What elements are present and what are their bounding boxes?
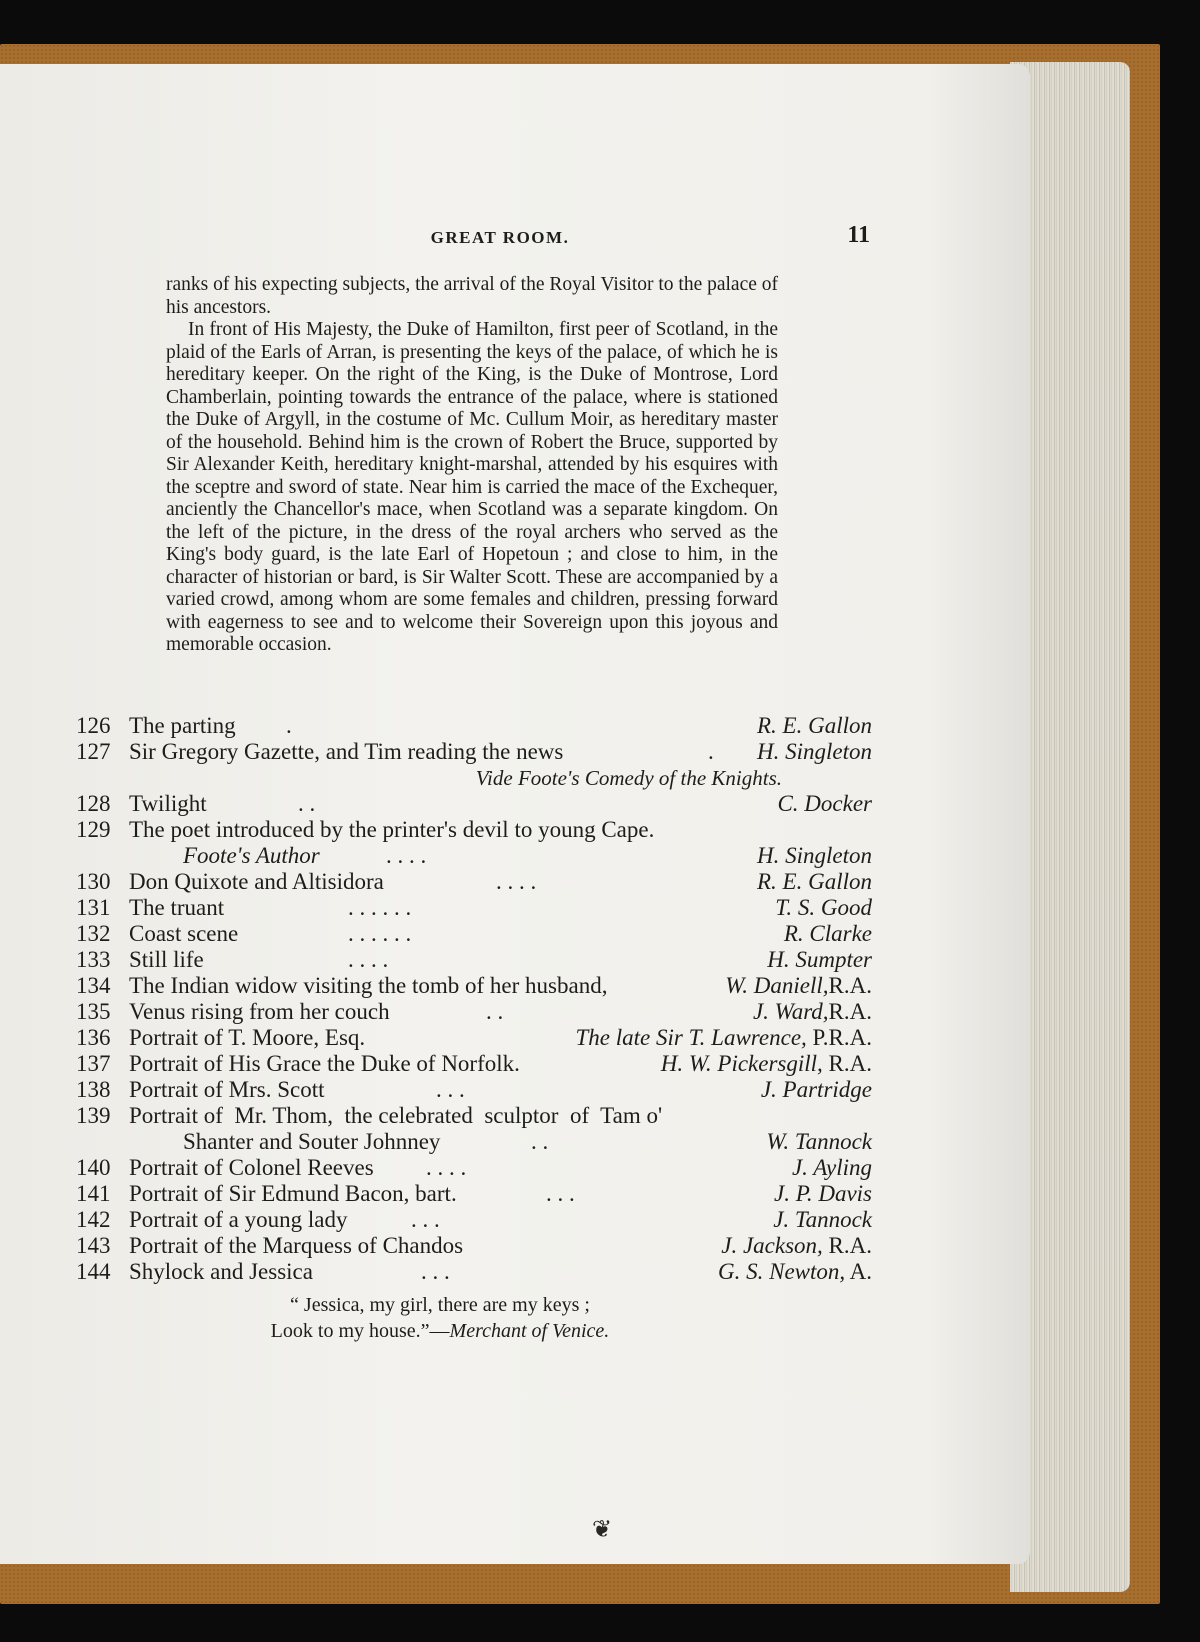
entry-artist: H. Singleton — [757, 843, 872, 868]
leader-dots: . . . . . . — [348, 921, 412, 946]
entry-number: 143 — [76, 1233, 111, 1258]
entry-title: Shylock and Jessica — [129, 1259, 313, 1284]
entry-artist: W. Daniell,R.A. — [725, 973, 872, 998]
leader-dots: . . . — [421, 1259, 450, 1284]
entry-artist: J. Tannock — [773, 1207, 872, 1232]
entry-number: 135 — [76, 999, 111, 1024]
leader-dots: . — [286, 713, 292, 738]
entry-number: 139 — [76, 1103, 111, 1128]
entry-artist: R. E. Gallon — [757, 869, 872, 894]
entry-number: 129 — [76, 817, 111, 842]
entry-title: Venus rising from her couch — [129, 999, 390, 1024]
entry-title: Twilight — [129, 791, 207, 816]
entry-title: The truant — [129, 895, 225, 920]
leader-dots: . — [708, 739, 714, 764]
entry-number: 130 — [76, 869, 111, 894]
entry-title: Portrait of Colonel Reeves — [129, 1155, 374, 1180]
entry-title: Portrait of T. Moore, Esq. — [129, 1025, 366, 1050]
entry-number: 137 — [76, 1051, 111, 1076]
entry-title: Portrait of Sir Edmund Bacon, bart. — [129, 1181, 457, 1206]
entry-title: The parting — [129, 713, 236, 738]
leader-dots: . . . . — [496, 869, 537, 894]
leader-dots: . . . . — [426, 1155, 467, 1180]
entry-number: 136 — [76, 1025, 111, 1050]
entry-title: Sir Gregory Gazette, and Tim reading the news — [129, 739, 564, 764]
intro-text — [166, 274, 778, 657]
leader-dots: . . . . — [348, 947, 389, 972]
entry-number: 138 — [76, 1077, 111, 1102]
entry-title: The poet introduced by the printer's devil to young Cape. — [129, 817, 655, 842]
entry-artist: R. Clarke — [783, 921, 872, 946]
entry-artist: J. Ayling — [791, 1155, 872, 1180]
entry-title: Coast scene — [129, 921, 239, 946]
entry-artist: J. Jackson, R.A. — [721, 1233, 872, 1258]
printer-ornament: ❦ — [592, 1517, 613, 1543]
entry-artist: H. Sumpter — [767, 947, 872, 972]
leader-dots: . . . — [546, 1181, 575, 1206]
entry-number: 131 — [76, 895, 111, 920]
entry-title: Portrait of Mrs. Scott — [129, 1077, 325, 1102]
leader-dots: . . . — [436, 1077, 465, 1102]
entry-artist: G. S. Newton, A. — [718, 1259, 872, 1284]
entry-artist: J. Ward,R.A. — [752, 999, 872, 1024]
running-header: GREAT ROOM. — [430, 228, 570, 247]
entry-number: 128 — [76, 791, 111, 816]
leader-dots: . . — [486, 999, 504, 1024]
page-number: 11 — [847, 222, 870, 248]
entry-number: 144 — [76, 1259, 111, 1284]
entry-artist: H. W. Pickersgill, R.A. — [660, 1051, 872, 1076]
entry-number: 140 — [76, 1155, 111, 1180]
quote-line: Look to my house.”—Merchant of Venice. — [270, 1320, 610, 1342]
intro-paragraph: ranks of his expecting subjects, the arrival of the Royal Visitor to the palace of his ancestors. — [166, 274, 779, 318]
entry-number: 141 — [76, 1181, 111, 1206]
quote-line: “ Jessica, my girl, there are my keys ; — [290, 1294, 590, 1316]
intro-paragraph: In front of His Majesty, the Duke of Hamilton, first peer of Scotland, in the plaid of the Earls of Arran, is presenting the keys of the palace, of which he is hereditary keeper. On the right of the King, is the Duke of Montrose, Lord Chamberlain, pointing towards the entrance of the palace, where is stationed the Duke of Argyll, in the costume of Mc. Cullum Moir, as hereditary master of the household. Behind him is the crown of Robert the Bruce, supported by Sir Alexander Keith, hereditary knight-marshal, attended by his esquires with the sceptre and sword of state. Near him is carried the mace of the Exchequer, anciently the Chancellor's mace, when Scotland was a separate kingdom. On the left of the picture, in the dress of the royal archers who served as the King's body guard, is the late Earl of Hopetoun ; and close to him, in the character of historian or bard, is Sir Walter Scott. These are accompanied by a varied crowd, among whom are some females and children, pressing forward with eagerness to see and to welcome their Sovereign upon this joyous and memorable occasion. — [166, 319, 778, 655]
entry-artist: T. S. Good — [775, 895, 872, 920]
entry-artist: The late Sir T. Lawrence, P.R.A. — [575, 1025, 872, 1050]
entry-number: 126 — [76, 713, 111, 738]
entry-number: 133 — [76, 947, 111, 972]
entry-title: Still life — [129, 947, 204, 972]
leader-dots: . . . . — [386, 843, 427, 868]
entry-title: Portrait of Mr. Thom, the celebrated sculptor of Tam o' — [129, 1103, 663, 1128]
entry-title-line2: Shanter and Souter Johnney — [183, 1129, 441, 1154]
entry-artist: W. Tannock — [766, 1129, 872, 1154]
entry-number: 127 — [76, 739, 111, 764]
entry-artist: J. Partridge — [760, 1077, 872, 1102]
entry-title: Portrait of a young lady — [129, 1207, 348, 1232]
entry-title: Don Quixote and Altisidora — [129, 869, 384, 894]
entry-number: 134 — [76, 973, 111, 998]
entry-number: 142 — [76, 1207, 111, 1232]
entry-title: Portrait of His Grace the Duke of Norfolk. — [129, 1051, 520, 1076]
entry-artist: J. P. Davis — [774, 1181, 872, 1206]
entry-artist: R. E. Gallon — [757, 713, 872, 738]
entry-number: 132 — [76, 921, 111, 946]
leader-dots: . . . . . . — [348, 895, 412, 920]
entry-title: The Indian widow visiting the tomb of her husband, — [129, 973, 608, 998]
entry-artist: C. Docker — [777, 791, 872, 816]
entry-note: Vide Foote's Comedy of the Knights. — [475, 766, 782, 790]
entry-title-line2: Foote's Author — [183, 843, 320, 868]
leader-dots: . . — [531, 1129, 549, 1154]
leader-dots: . . — [298, 791, 316, 816]
entry-title: Portrait of the Marquess of Chandos — [129, 1233, 464, 1258]
entry-artist: H. Singleton — [757, 739, 872, 764]
leader-dots: . . . — [411, 1207, 440, 1232]
